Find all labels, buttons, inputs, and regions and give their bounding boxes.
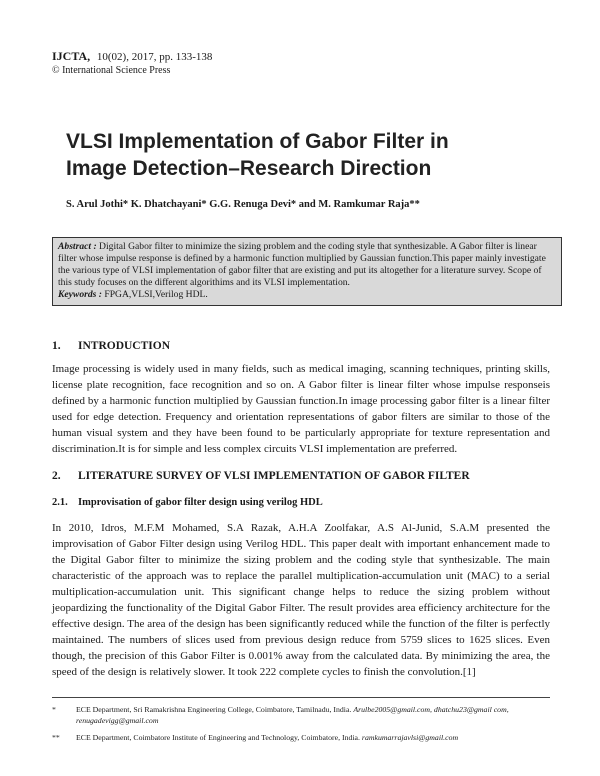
author-list: S. Arul Jothi* K. Dhatchayani* G.G. Renuga Devi* and M. Ramkumar Raja** (66, 199, 420, 210)
section-introduction (52, 338, 550, 457)
footnote-body (76, 704, 550, 726)
section-title: LITERATURE SURVEY OF VLSI IMPLEMENTATION OF GABOR FILTER (78, 470, 470, 482)
subsection-title: Improvisation of gabor filter design using verilog HDL (78, 497, 323, 508)
footnote-mark: * (52, 705, 56, 714)
footnote-mark: ** (52, 733, 60, 742)
section-number: 2. (52, 470, 61, 482)
footnote-email: ramkumarrajavlsi@gmail.com (361, 733, 459, 742)
section-heading (52, 468, 550, 484)
journal-name: IJCTA, (52, 49, 91, 63)
section-heading (52, 338, 550, 354)
abstract-label: Abstract : (58, 241, 97, 252)
keywords-label: Keywords : (58, 289, 102, 300)
subsection-number: 2.1. (52, 497, 68, 508)
section-body: Image processing is widely used in many fields, such as medical imaging, scanning techniques, printing skills, license plate recognition, face recognition and so on. A Gabor filter is linear filter whose impulse responseis defined by a harmonic function multiplied by Gaussian function.In image processing gabor filter is a linear filter used for edge detection. Frequency and orientation representations of gabor filters are similar to those of the human visual system and they have been found to be particularly appropriate for texture representation and discrimination.It is for simple and less complex circuits VLSI implementation are preferred. (52, 363, 550, 455)
section-literature-survey (52, 468, 550, 680)
section-number: 1. (52, 340, 61, 352)
footnote-body (76, 732, 550, 743)
paper-title-line-1: VLSI Implementation of Gabor Filter in (66, 130, 449, 153)
footnote-affiliation: ECE Department, Coimbatore Institute of Engineering and Technology, Coimbatore, India. (76, 733, 362, 742)
paper-title-line-2: Image Detection–Research Direction (66, 157, 432, 180)
footnote-affiliation: ECE Department, Sri Ramakrishna Engineering College, Coimbatore, Tamilnadu, India. (76, 705, 354, 714)
keywords (58, 289, 556, 301)
footnote-email: Arulbe2005@gmail.com, dhatchu23@gmail com, renugadevigg@gmail.com (76, 705, 509, 725)
keywords-text: FPGA,VLSI,Verilog HDL. (101, 289, 208, 300)
abstract-box (52, 237, 562, 306)
subsection-heading (52, 495, 550, 511)
paper-title (66, 128, 546, 182)
abstract-text: Digital Gabor filter to minimize the sizing problem and the coding style that synthesizable. A Gabor filter is linear filter whose impulse response is defined by a harmonic function multiplied by Gaussian function.This paper mainly investigate the various type of VLSI implementation of gabor filter that are existing and put its altogether for a literature survey. Scope of this study focuses on the different algorithims and its VLSI implementation. (58, 241, 546, 288)
footnote (52, 704, 550, 726)
journal-copyright: © International Science Press (52, 65, 171, 76)
section-body: In 2010, Idros, M.F.M Mohamed, S.A Razak, A.H.A Zoolfakar, A.S Al-Junid, S.A.M presented the improvisation of Gabor Filter design using Verilog HDL. This paper dealt with important enhancement made to the Digital Gabor filter to minimize the sizing problem and the coding style that synthesizable. The main characteristic of the approach was to replace the parallel multiplication-accumulation unit (MAC) to a serial multiplication-accumulation unit. This significant change helps to reduce the sizing problem without jeopardizing the functionality of the Digital Gabor Filter. The result provides area efficiency architecture for the effective design. The area of the design has been significantly reduced while the function of the filter is perfectly maintained. The numbers of slices used from previous design reduce from 5759 slices to 1625 slices. Even though, the precision of this Gabor Filter is 0.001% away from the calculated data. By minimizing the area, the speed of the design is relatively slower. It took 222 complete cycles to finish the convolution.[1] (52, 522, 550, 678)
journal-header (52, 50, 212, 77)
journal-issue: 10(02), 2017, pp. 133-138 (96, 51, 213, 63)
footnote (52, 732, 550, 743)
section-title: INTRODUCTION (78, 340, 171, 352)
abstract (58, 241, 556, 289)
footnote-divider (52, 697, 550, 698)
